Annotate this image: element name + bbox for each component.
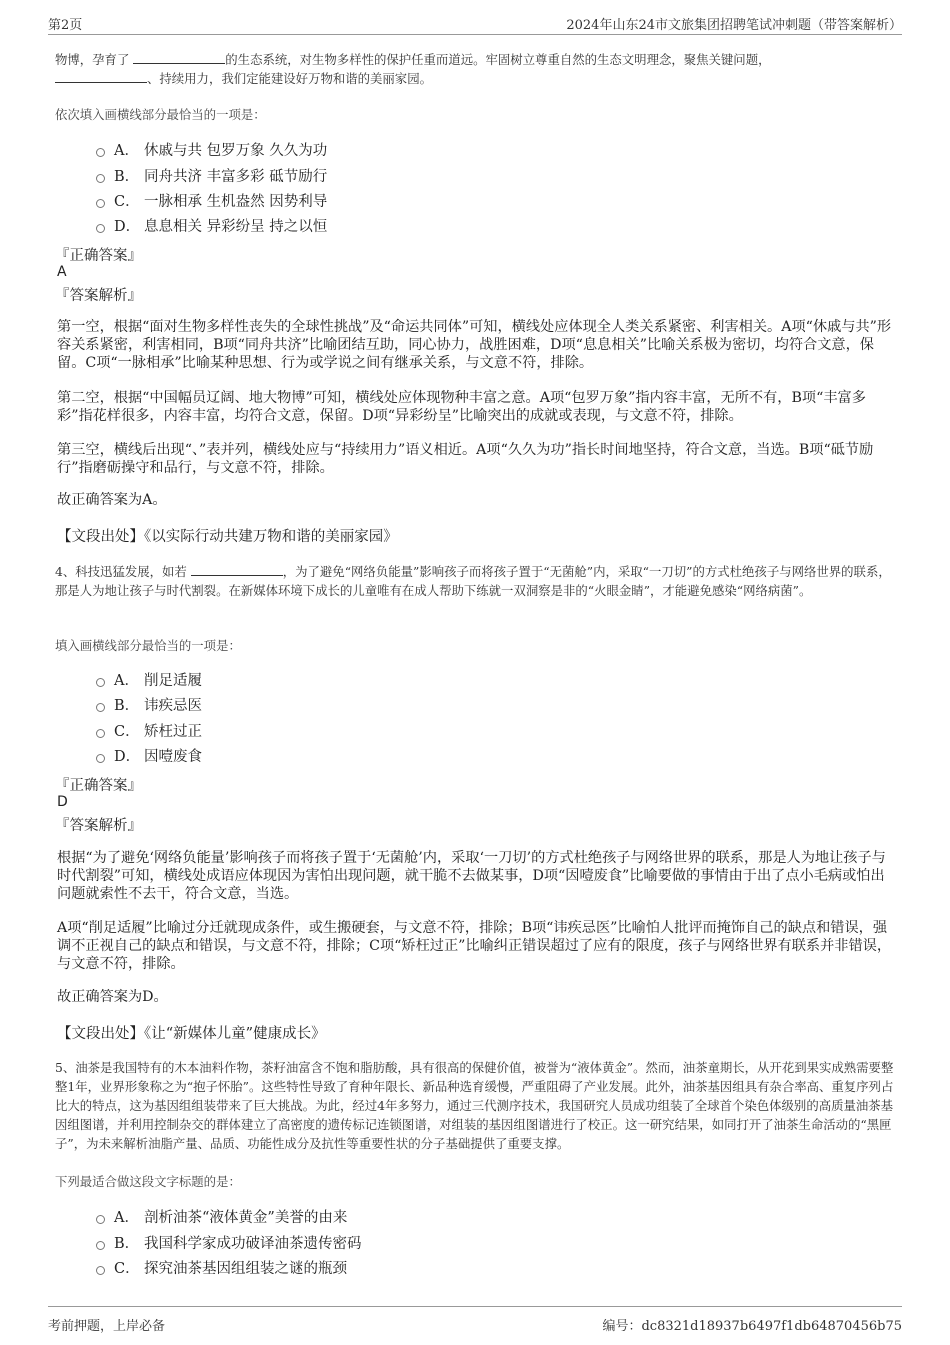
- q3-passage: 物博，孕育了 的生态系统，对生物多样性的保护任重而道远。牢固树立尊重自然的生态文明理念，聚焦关键问题， 、持续用力，我们定能建设好万物和谐的美丽家园。: [55, 52, 771, 86]
- blank-line: [133, 51, 225, 64]
- q4-explanation-2: A项“削足适履”比喻过分迁就现成条件，或生搬硬套，与文意不符，排除；B项“讳疾忌医”比喻怕人批评而掩饰自己的缺点和错误，强调不正视自己的缺点和错误，与文意不符，排除；C项“矫枉过正”比喻纠正错误超过了应有的限度，孩子与网络世界有联系并非错误，与文意不符，排除。: [57, 920, 892, 972]
- q3-conclusion: 故正确答案为A。: [57, 492, 167, 508]
- q4-answer-label: 『正确答案』: [55, 778, 142, 794]
- q4-option-d[interactable]: D． 因噎废食: [96, 744, 202, 766]
- page-header: [48, 10, 902, 35]
- radio-icon[interactable]: [96, 224, 105, 233]
- q4-conclusion: 故正确答案为D。: [57, 989, 168, 1005]
- q4-answer: D: [57, 794, 68, 810]
- q5-option-c[interactable]: C． 探究油茶基因组组装之谜的瓶颈: [96, 1256, 347, 1278]
- q4-source: 【文段出处】《让“新媒体儿童”健康成长》: [57, 1026, 326, 1042]
- q4-passage: 4、科技迅猛发展，如若 ，为了避免“网络负能量”影响孩子而将孩子置于“无菌舱”内，采取“一刀切”的方式杜绝孩子与网络世界的联系，那是人为地让孩子与时代割裂。在新媒体环境下成长的儿童唯有在成人帮助下练就一双洞察是非的“火眼金睛”，才能避免感染“网络病菌”。: [55, 564, 891, 598]
- q3-source: 【文段出处】《以实际行动共建万物和谐的美丽家园》: [57, 529, 398, 545]
- q3-prompt: 依次填入画横线部分最恰当的一项是：: [55, 107, 266, 122]
- q4-prompt: 填入画横线部分最恰当的一项是：: [55, 638, 241, 653]
- blank-line: [55, 70, 147, 83]
- q4-option-b[interactable]: B． 讳疾忌医: [96, 693, 202, 715]
- q3-option-b[interactable]: B． 同舟共济 丰富多彩 砥节励行: [96, 164, 327, 186]
- radio-icon[interactable]: [96, 199, 105, 208]
- page-footer: [48, 1306, 902, 1337]
- q5-option-b[interactable]: B． 我国科学家成功破译油茶遗传密码: [96, 1231, 362, 1253]
- document-id: 编号：dc8321d18937b6497f1db64870456b75: [602, 1319, 902, 1334]
- radio-icon[interactable]: [96, 1266, 105, 1275]
- q3-explanation-2: 第二空，根据“中国幅员辽阔、地大物博”可知，横线处应体现物种丰富之意。A项“包罗万象”指内容丰富，无所不有，B项“丰富多彩”指花样很多，内容丰富，均符合文意，保留。D项“异彩纷呈”比喻突出的成就或表现，与文意不符，排除。: [57, 390, 866, 424]
- radio-icon[interactable]: [96, 1241, 105, 1250]
- q3-option-d[interactable]: D． 息息相关 异彩纷呈 持之以恒: [96, 214, 327, 236]
- q5-passage: 5、油茶是我国特有的木本油料作物，茶籽油富含不饱和脂肪酸，具有很高的保健价值，被誉为“液体黄金”。然而，油茶童期长，从开花到果实成熟需要整整1年，业界形象称之为“抱子怀胎”。这些特性导致了育种年限长、新品种选育缓慢，严重阻碍了产业发展。此外，油茶基因组具有杂合率高、重复序列占比大的特点，这为基因组组装带来了巨大挑战。为此，经过4年多努力，通过三代测序技术，我国研究人员成功组装了全球首个染色体级别的高质量油茶基因组图谱，并利用控制杂交的群体建立了高密度的遗传标记连锁图谱，对组装的基因组图谱进行了校正。这一研究结果，如同打开了油茶生命活动的“黑匣子”，为未来解析油脂产量、品质、功能性成分及抗性等重要性状的分子基础提供了重要支撑。: [55, 1060, 894, 1151]
- q5-prompt: 下列最适合做这段文字标题的是：: [55, 1174, 241, 1189]
- page-number: 第2页: [48, 18, 83, 33]
- q3-explanation-1: 第一空，根据“面对生物多样性丧失的全球性挑战”及“命运共同体”可知，横线处应体现全人类关系紧密、利害相关。A项“休戚与共”形容关系紧密，利害相同，B项“同舟共济”比喻团结互助，同心协力，战胜困难，D项“息息相关”比喻关系极为密切，均符合文意，保留。C项“一脉相承”比喻某种思想、行为或学说之间有继承关系，与文意不符，排除。: [57, 319, 892, 371]
- radio-icon[interactable]: [96, 703, 105, 712]
- q3-analysis-label: 『答案解析』: [55, 288, 142, 304]
- q4-analysis-label: 『答案解析』: [55, 818, 142, 834]
- q4-explanation-1: 根据“为了避免‘网络负能量’影响孩子而将孩子置于‘无菌舱’内，采取‘一刀切’的方式杜绝孩子与网络世界的联系，那是人为地让孩子与时代割裂”可知，横线处成语应体现因为害怕出现问题，就干脆不去做某事，D项“因噎废食”比喻要做的事情由于出了点小毛病或怕出问题就索性不去干，符合文意，当选。: [57, 850, 886, 902]
- radio-icon[interactable]: [96, 678, 105, 687]
- q3-explanation-3: 第三空，横线后出现“、”表并列，横线处应与“持续用力”语义相近。A项“久久为功”指长时间地坚持，符合文意，当选。B项“砥节励行”指磨砺操守和品行，与文意不符，排除。: [57, 442, 874, 476]
- radio-icon[interactable]: [96, 754, 105, 763]
- radio-icon[interactable]: [96, 148, 105, 157]
- radio-icon[interactable]: [96, 174, 105, 183]
- blank-line: [191, 563, 283, 576]
- q4-option-c[interactable]: C． 矫枉过正: [96, 719, 202, 741]
- radio-icon[interactable]: [96, 1215, 105, 1224]
- footer-slogan: 考前押题，上岸必备: [48, 1319, 166, 1334]
- q3-option-c[interactable]: C． 一脉相承 生机盎然 因势利导: [96, 189, 327, 211]
- document-title: 2024年山东24市文旅集团招聘笔试冲刺题（带答案解析）: [566, 18, 902, 33]
- q3-option-a[interactable]: A． 休戚与共 包罗万象 久久为功: [96, 138, 327, 160]
- q4-option-a[interactable]: A． 削足适履: [96, 668, 202, 690]
- q3-answer-label: 『正确答案』: [55, 248, 142, 264]
- q5-option-a[interactable]: A． 剖析油茶“液体黄金”美誉的由来: [96, 1205, 347, 1227]
- q3-answer: A: [57, 264, 67, 280]
- radio-icon[interactable]: [96, 729, 105, 738]
